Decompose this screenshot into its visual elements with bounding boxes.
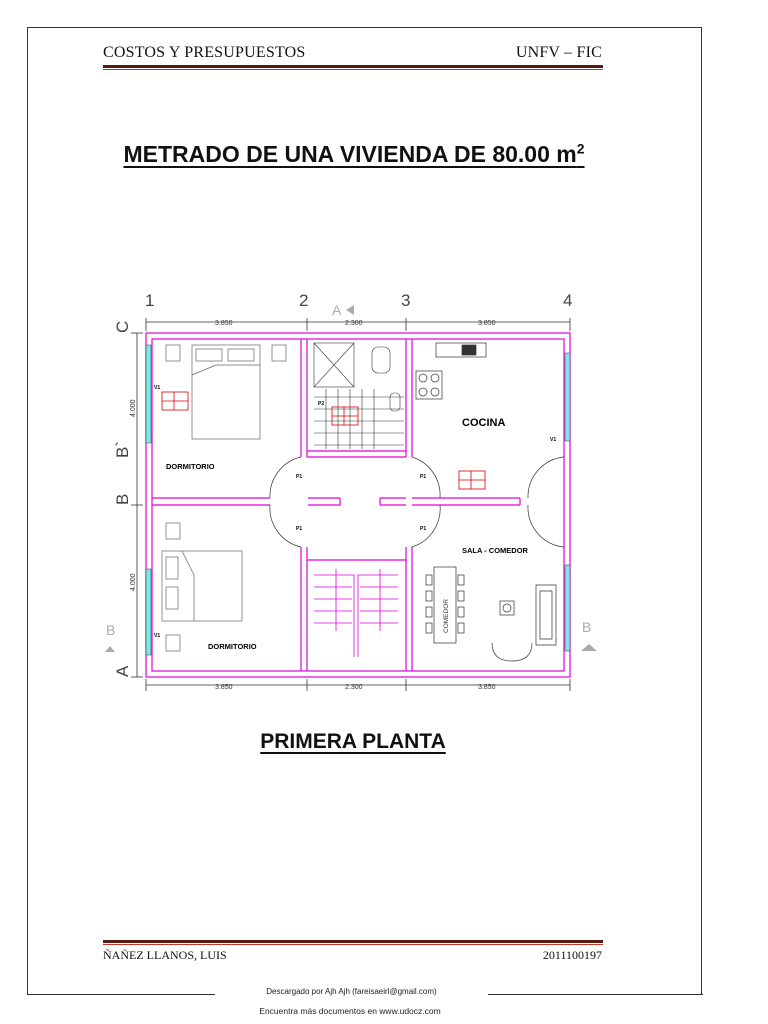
room-dorm-bottom: DORMITORIO — [208, 642, 257, 651]
grid-row-bprime: B` — [113, 441, 132, 458]
footer-author: ÑAÑEZ LLANOS, LUIS — [103, 948, 227, 962]
footer-code: 2011100197 — [542, 948, 602, 962]
door-label-4: P1 — [420, 526, 427, 532]
dim-bottom-1: 3.850 — [215, 684, 233, 691]
window-right-top — [565, 353, 570, 441]
bed-bottom — [162, 523, 242, 651]
plan-subtitle: PRIMERA PLANTA — [260, 730, 446, 753]
grid-col-1: 1 — [145, 291, 155, 310]
room-cocina: COCINA — [462, 417, 506, 429]
room-sala: SALA - COMEDOR — [462, 546, 528, 555]
grid-row-a: A — [113, 665, 132, 677]
frame-bottom-left — [27, 994, 215, 995]
dim-top-3: 3.850 — [478, 320, 496, 327]
room-comedor: COMEDOR — [443, 599, 450, 633]
section-b-left: B — [106, 622, 116, 638]
stairs — [314, 569, 398, 657]
dim-bottom-2: 2.300 — [345, 684, 363, 691]
grid-col-2: 2 — [299, 291, 309, 310]
window-label-2: V1 — [154, 633, 161, 639]
window-left-bottom — [146, 569, 151, 655]
window-label-3: V1 — [550, 437, 557, 443]
dim-left-2: 4.000 — [130, 573, 137, 591]
door-label-5: P2 — [318, 401, 325, 407]
grid-col-3: 3 — [401, 291, 411, 310]
page-title-sup: 2 — [576, 140, 585, 156]
section-b-left-icon — [105, 646, 115, 652]
door-label-2: P1 — [296, 526, 303, 532]
dim-top-2: 2.300 — [345, 320, 363, 327]
window-right-bottom — [565, 565, 570, 651]
footer-rule — [103, 940, 603, 943]
section-mark-label: A — [332, 302, 342, 318]
grid-row-c: C — [113, 320, 132, 333]
header-institution: UNFV – FIC — [515, 44, 602, 61]
dim-bottom-3: 3.850 — [478, 684, 496, 691]
header-course: COSTOS Y PRESUPUESTOS — [103, 44, 306, 61]
living-sofa — [492, 585, 556, 661]
section-arrow-icon — [346, 305, 354, 315]
door-label-3: P1 — [420, 474, 427, 480]
dim-left-1: 4.000 — [130, 399, 137, 417]
download-notice: Descargado por Ajh Ajh (fareisaeirl@gmail.com) — [266, 987, 437, 996]
kitchen-fixtures — [416, 343, 486, 399]
floor-plan — [100, 285, 590, 695]
door-label-1: P1 — [296, 474, 303, 480]
page-title-text: METRADO DE UNA VIVIENDA DE 80.00 m — [123, 140, 577, 167]
section-b-right: B — [582, 619, 592, 635]
grid-row-b: B — [113, 493, 132, 505]
frame-bottom-right — [488, 994, 703, 995]
footer-rule-red — [103, 944, 603, 945]
header-rule — [103, 65, 603, 68]
download-source-link[interactable]: Encuentra más documentos en www.udocz.com — [259, 1006, 441, 1016]
dim-top-1: 3.850 — [215, 320, 233, 327]
bathroom-tiles — [314, 343, 404, 449]
window-left-top — [146, 345, 151, 443]
room-dorm-top: DORMITORIO — [166, 462, 215, 471]
header-rule-red — [103, 69, 603, 70]
page-title — [0, 140, 708, 168]
window-label-1: V1 — [154, 385, 161, 391]
grid-col-4: 4 — [563, 291, 573, 310]
